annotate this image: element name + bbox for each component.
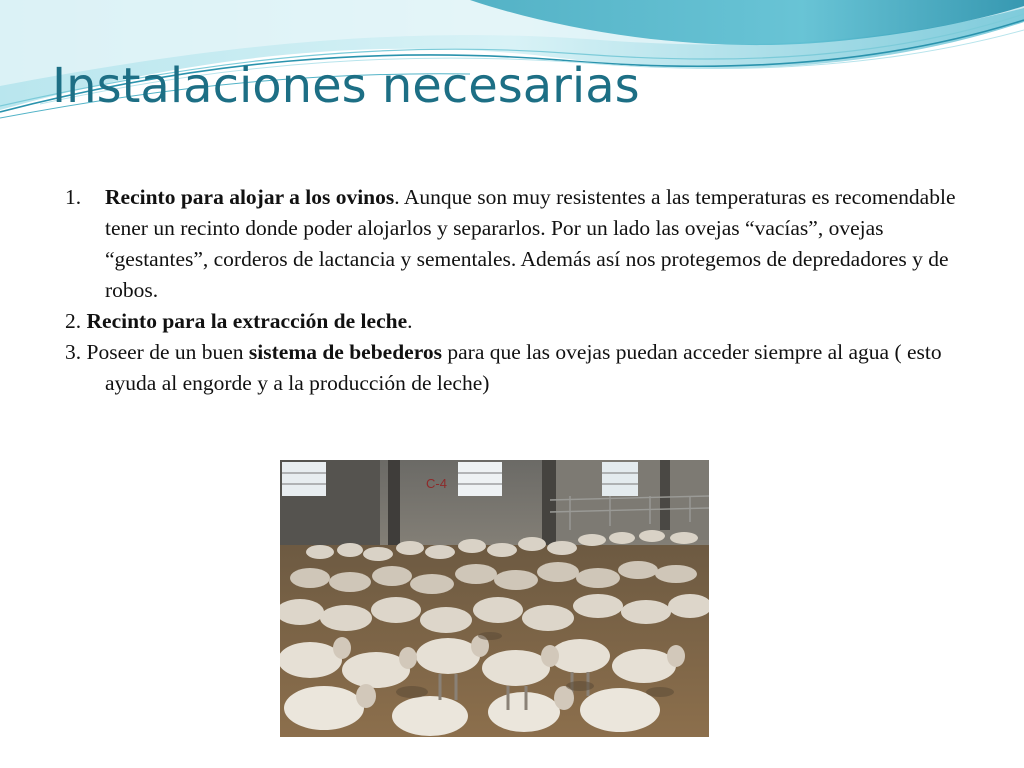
list-item-number: 3. <box>65 340 82 364</box>
sheep-barn-photo <box>280 460 709 737</box>
wall-sign-text: C-4 <box>426 476 447 491</box>
list-item-pre: Poseer de un buen <box>86 340 244 364</box>
list-item-text: . <box>407 309 413 333</box>
list-item-bold: Recinto para alojar a los ovinos <box>105 185 395 209</box>
slide-body <box>65 182 965 399</box>
list-item-2 <box>65 306 965 337</box>
list-item-1 <box>65 182 965 306</box>
list-item-number: 1. <box>65 185 82 209</box>
list-item-number: 2. <box>65 309 82 333</box>
sheep-barn-illustration <box>280 460 709 737</box>
list-item-bold: sistema de bebederos <box>248 340 442 364</box>
list-item-bold: Recinto para la extracción de leche <box>86 309 408 333</box>
slide-title: Instalaciones necesarias <box>52 58 640 114</box>
list-item-3 <box>65 337 965 399</box>
list-item-text: . Aunque son muy resistentes a las temperaturas es recomendable tener un recinto donde poder alojarlos y separarlos. Por un lado las ovejas “vacías”, ovejas “gestantes”, corderos de lactancia y sementales. Además así nos protegemos de depredadores y de robos. <box>105 185 956 302</box>
list-item-text: para que las ovejas puedan acceder siempre al agua ( esto ayuda al engorde y a la producción de leche) <box>105 340 942 395</box>
